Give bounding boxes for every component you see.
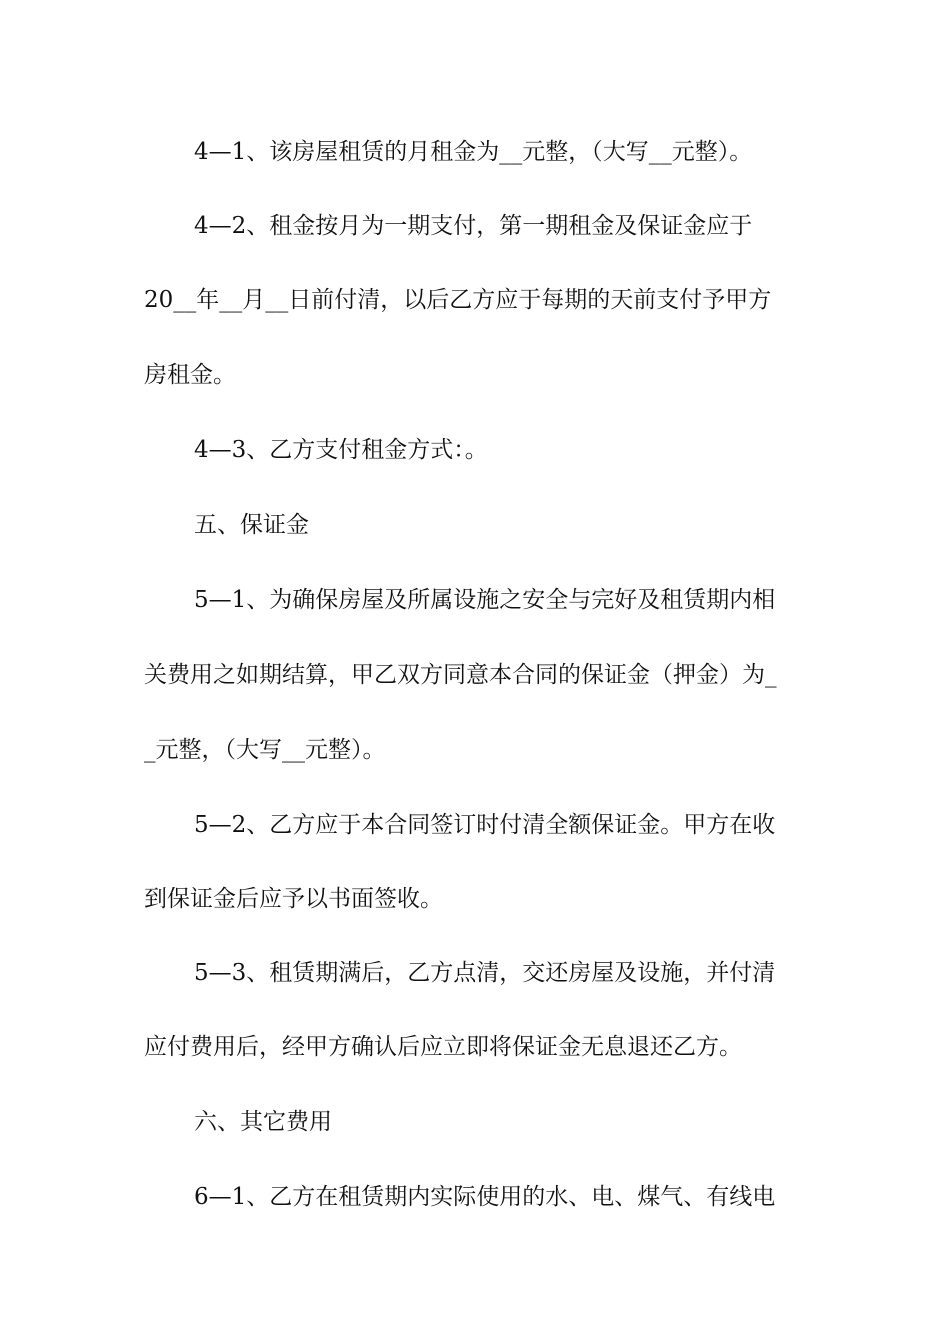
- clause-5-3-line-1: 5—3、租赁期满后，乙方点清，交还房屋及设施，并付清: [194, 960, 776, 986]
- clause-6-1-line-1: 6—1、乙方在租赁期内实际使用的水、电、煤气、有线电: [194, 1184, 776, 1210]
- clause-5-2-line-2: 到保证金后应予以书面签收。: [144, 886, 443, 912]
- clause-4-2-line-1: 4—2、租金按月为一期支付，第一期租金及保证金应于: [194, 213, 753, 239]
- clause-5-1-line-1: 5—1、为确保房屋及所属设施之安全与完好及租赁期内相: [194, 587, 776, 613]
- clause-5-1-line-3: _元整，（大写__元整）。: [144, 737, 386, 763]
- clause-4-2-line-3: 房租金。: [144, 362, 236, 388]
- clause-5-3-line-2: 应付费用后，经甲方确认后应立即将保证金无息退还乙方。: [144, 1034, 742, 1060]
- section-5-heading: 五、保证金: [194, 512, 309, 538]
- clause-5-2-line-1: 5—2、乙方应于本合同签订时付清全额保证金。甲方在收: [194, 812, 776, 838]
- clause-5-1-line-2: 关费用之如期结算，甲乙双方同意本合同的保证金（押金）为_: [144, 662, 777, 688]
- clause-4-3-line: 4—3、乙方支付租金方式：。: [194, 437, 488, 463]
- clause-4-2-line-2: 20__年__月__日前付清，以后乙方应于每期的天前支付予甲方: [144, 287, 772, 313]
- clause-4-1-line: 4—1、该房屋租赁的月租金为__元整，（大写__元整）。: [194, 139, 753, 165]
- section-6-heading: 六、其它费用: [194, 1109, 332, 1135]
